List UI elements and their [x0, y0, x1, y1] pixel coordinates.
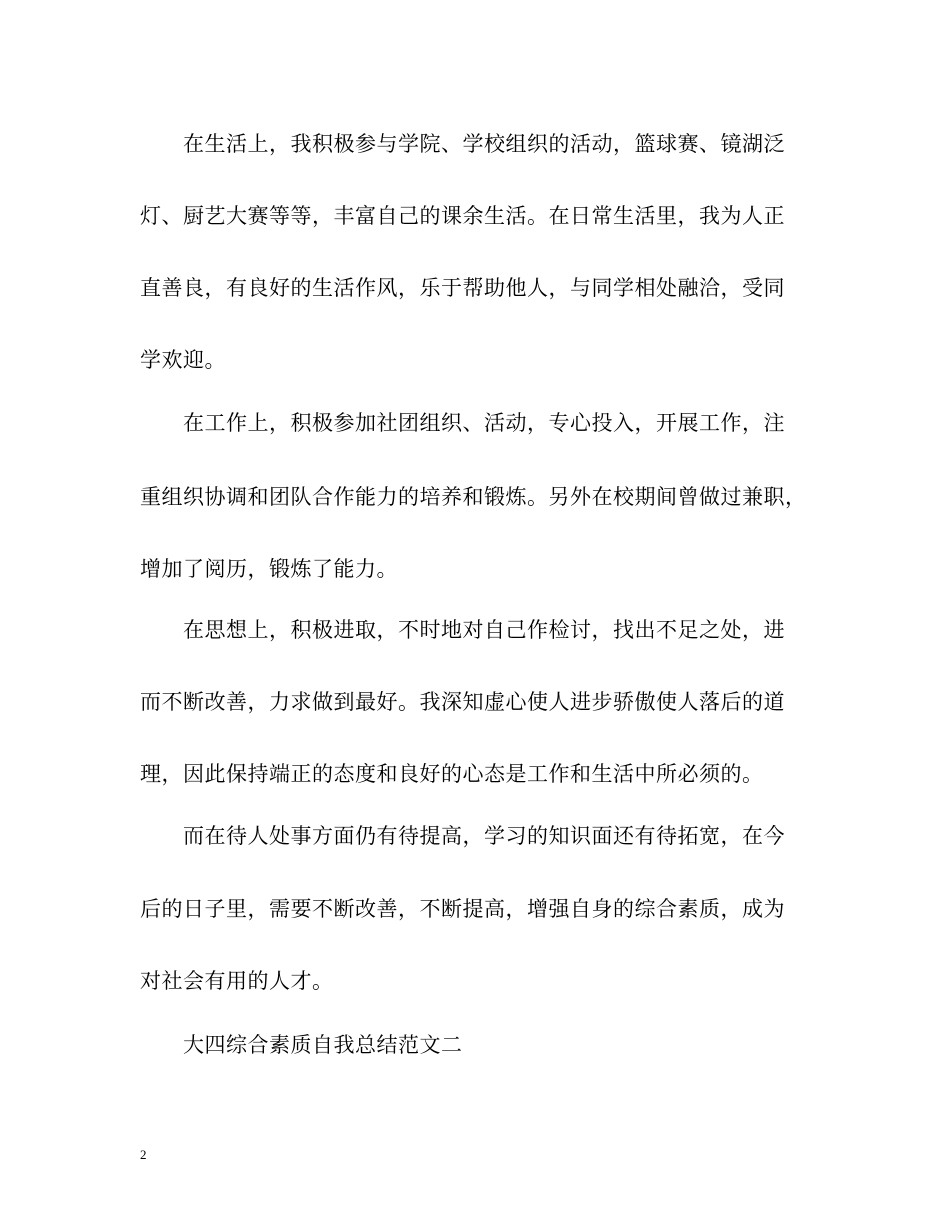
- page-number: 2: [140, 1147, 147, 1162]
- paragraph-line: 灯、厨艺大赛等等，丰富自己的课余生活。在日常生活里，我为人正: [140, 204, 785, 228]
- paragraph-line: 在工作上，积极参加社团组织、活动，专心投入，开展工作，注: [183, 411, 785, 435]
- paragraph-line: 直善良，有良好的生活作风，乐于帮助他人，与同学相处融洽，受同: [140, 276, 785, 300]
- paragraph-line: 后的日子里，需要不断改善，不断提高，增强自身的综合素质，成为: [140, 897, 785, 921]
- paragraph-line: 在思想上，积极进取，不时地对自己作检讨，找出不足之处，进: [183, 618, 785, 642]
- paragraph-line: 重组织协调和团队合作能力的培养和锻炼。另外在校期间曾做过兼职，: [140, 485, 807, 509]
- paragraph-line: 而在待人处事方面仍有待提高，学习的知识面还有待拓宽，在今: [183, 824, 785, 848]
- paragraph-line: 而不断改善，力求做到最好。我深知虚心使人进步骄傲使人落后的道: [140, 690, 785, 714]
- paragraph-line: 学欢迎。: [140, 348, 226, 372]
- paragraph-line: 理，因此保持端正的态度和良好的心态是工作和生活中所必须的。: [140, 762, 764, 786]
- paragraph-line: 对社会有用的人才。: [140, 969, 334, 993]
- section-heading: 大四综合素质自我总结范文二: [183, 1033, 463, 1057]
- paragraph-line: 在生活上，我积极参与学院、学校组织的活动，篮球赛、镜湖泛: [183, 132, 785, 156]
- paragraph-line: 增加了阅历，锻炼了能力。: [140, 557, 398, 581]
